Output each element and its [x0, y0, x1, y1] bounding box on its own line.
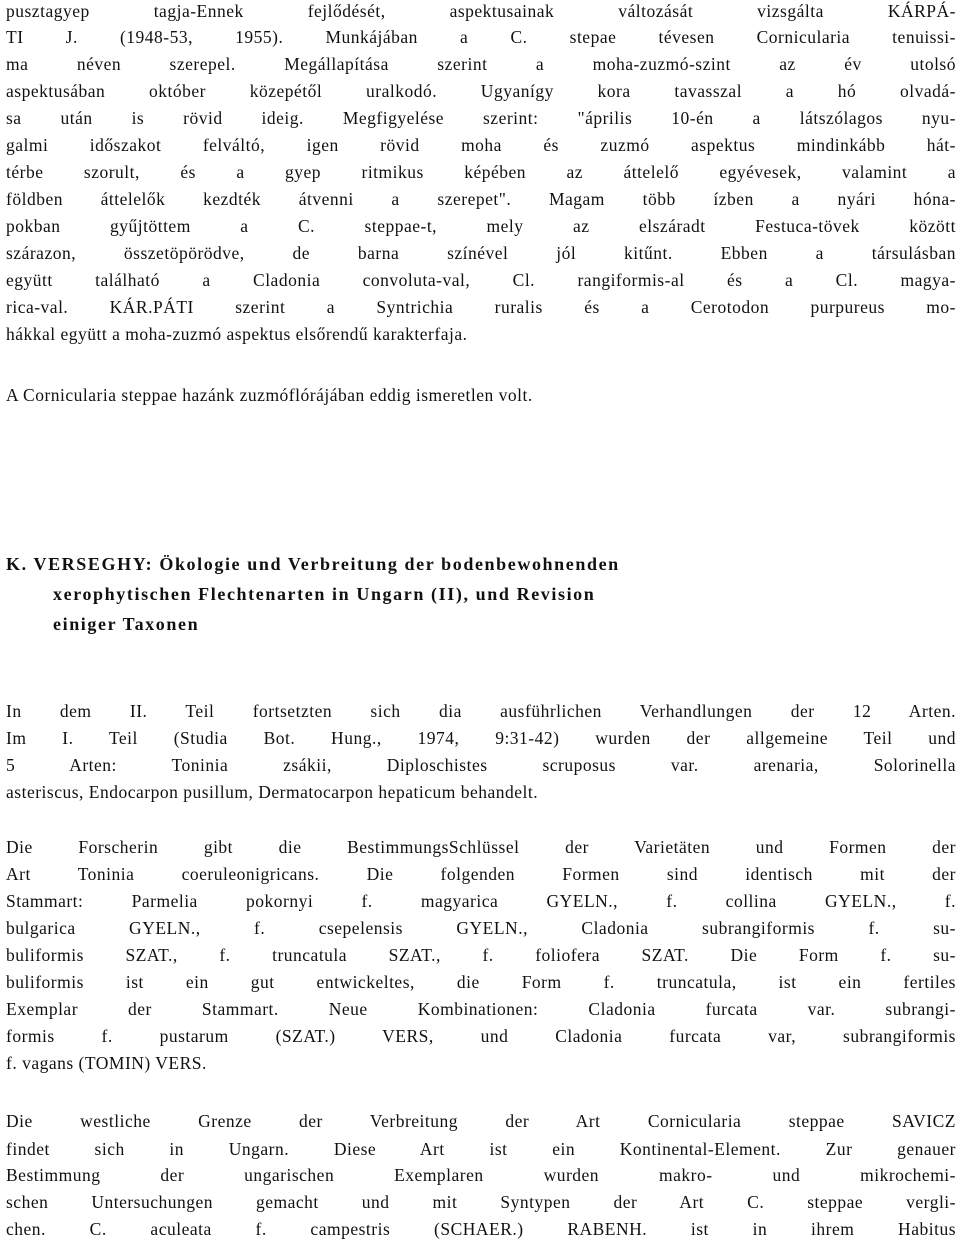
hungarian-note: A Cornicularia steppae hazánk zuzmóflórájában eddig ismeretlen volt.: [6, 385, 533, 405]
title-line-1: K. VERSEGHY: Ökologie und Verbreitung der bodenbewohnenden: [6, 554, 620, 574]
text-line: galmi időszakot felváltó, igen rövid moha és zuzmó aspektus mindinkább hát-: [6, 135, 956, 155]
title-line-2: xerophytischen Flechtenarten in Ungarn (II), und Revision: [53, 584, 596, 604]
text-line: térbe szorult, és a gyep ritmikus képében az áttelelő egyévesek, valamint a: [6, 162, 956, 182]
text-line: ma néven szerepel. Megállapítása szerint a moha-zuzmó-szint az év utolsó: [6, 54, 956, 74]
text-line: formis f. pustarum (SZAT.) VERS, und Cladonia furcata var, subrangiformis: [6, 1026, 956, 1046]
text-line: TI J. (1948-53, 1955). Munkájában a C. stepae tévesen Cornicularia tenuissi-: [6, 27, 956, 47]
text-line: buliformis ist ein gut entwickeltes, die Form f. truncatula, ist ein fertiles: [6, 972, 956, 992]
text-line: In dem II. Teil fortsetzten sich dia ausführlichen Verhandlungen der 12 Arten.: [6, 701, 956, 721]
text-line: findet sich in Ungarn. Diese Art ist ein Kontinental-Element. Zur genauer: [6, 1139, 956, 1159]
text-line: szárazon, összetöpörödve, de barna színével jól kitűnt. Ebben a társulásban: [6, 243, 956, 263]
text-line: Exemplar der Stammart. Neue Kombinationen: Cladonia furcata var. subrangi-: [6, 999, 956, 1019]
text-line: f. vagans (TOMIN) VERS.: [6, 1053, 207, 1073]
text-line: Stammart: Parmelia pokornyi f. magyarica GYELN., f. collina GYELN., f.: [6, 891, 956, 911]
text-line: asteriscus, Endocarpon pusillum, Dermatocarpon hepaticum behandelt.: [6, 782, 539, 802]
text-line: Die westliche Grenze der Verbreitung der Art Cornicularia steppae SAVICZ: [6, 1111, 956, 1131]
text-line: Bestimmung der ungarischen Exemplaren wurden makro- und mikrochemi-: [6, 1165, 956, 1185]
text-line: sa után is rövid ideig. Megfigyelése szerint: "április 10-én a látszólagos nyu-: [6, 108, 956, 128]
text-line: bulgarica GYELN., f. csepelensis GYELN., Cladonia subrangiformis f. su-: [6, 918, 956, 938]
text-line: aspektusában október közepétől uralkodó. Ugyanígy kora tavasszal a hó olvadá-: [6, 81, 956, 101]
title-line-3: einiger Taxonen: [53, 614, 200, 634]
text-line: hákkal együtt a moha-zuzmó aspektus elsőrendű karakterfaja.: [6, 324, 468, 344]
text-line: pokban gyűjtöttem a C. steppae-t, mely az elszáradt Festuca-tövek között: [6, 216, 956, 236]
text-line: 5 Arten: Toninia zsákii, Diploschistes scruposus var. arenaria, Solorinella: [6, 755, 956, 775]
text-line: Die Forscherin gibt die BestimmungsSchlüssel der Varietäten und Formen der: [6, 837, 956, 857]
text-line: együtt található a Cladonia convoluta-val, Cl. rangiformis-al és a Cl. magya-: [6, 270, 956, 290]
text-line: rica-val. KÁR.PÁTI szerint a Syntrichia ruralis és a Cerotodon purpureus mo-: [6, 297, 956, 317]
text-line: chen. C. aculeata f. campestris (SCHAER.) RABENH. ist in ihrem Habitus: [6, 1219, 956, 1239]
text-line: földben áttelelők kezdték átvenni a szerepet". Magam több ízben a nyári hóna-: [6, 189, 956, 209]
text-line: pusztagyep tagja-Ennek fejlődését, aspektusainak változását vizsgálta KÁRPÁ-: [6, 1, 956, 21]
text-line: schen Untersuchungen gemacht und mit Syntypen der Art C. steppae vergli-: [6, 1192, 956, 1212]
text-line: Art Toninia coeruleonigricans. Die folgenden Formen sind identisch mit der: [6, 864, 956, 884]
text-line: buliformis SZAT., f. truncatula SZAT., f. foliofera SZAT. Die Form f. su-: [6, 945, 956, 965]
text-line: Im I. Teil (Studia Bot. Hung., 1974, 9:31-42) wurden der allgemeine Teil und: [6, 728, 956, 748]
